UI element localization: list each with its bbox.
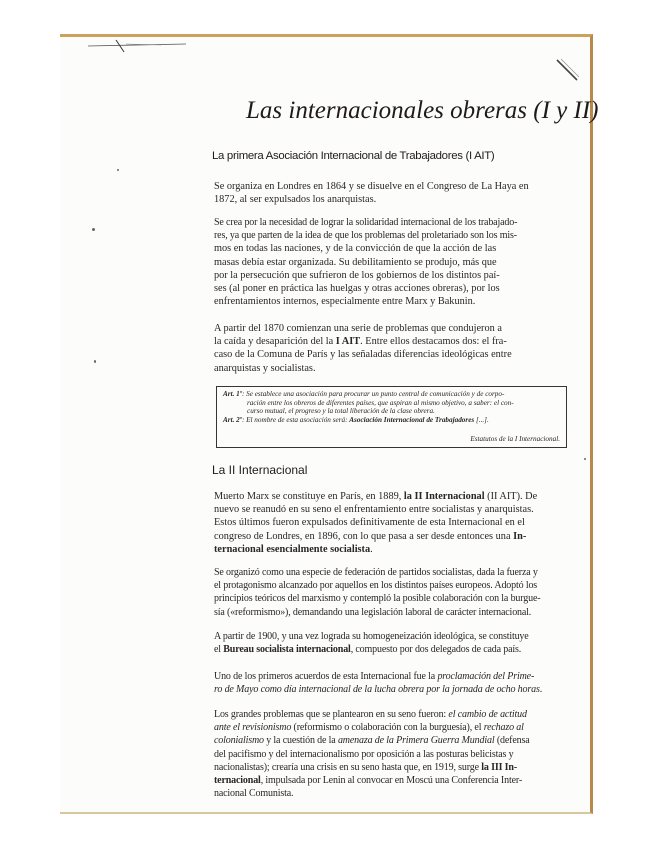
text-run: . — [539, 684, 543, 696]
quote-source: Estatutos de la I Internacional. — [470, 435, 560, 443]
paragraph — [214, 708, 570, 800]
text-line — [214, 774, 570, 787]
text-line: sía («reformismo»), demandando una legislación laboral de carácter internacional. — [214, 606, 532, 618]
text-run: [...]. — [474, 415, 489, 424]
text-line: Se organiza en Londres en 1864 y se disuelve en el Congreso de La Haya en — [214, 181, 529, 192]
text-line — [214, 708, 570, 721]
italic-term: colonialismo — [214, 735, 264, 747]
italic-term: ante el revisionismo — [214, 722, 292, 734]
bold-term: ternacional — [214, 774, 261, 786]
text-line: principios teóricos del marxismo y contempló la posible colaboración con la burgue- — [214, 593, 541, 605]
text-run: , impulsada por Lenin al convocar en Moscú una Conferencia Inter- — [260, 774, 523, 786]
text-run: Los grandes problemas que se plantearon en su seno fueron: — [214, 709, 449, 720]
italic-term: el cambio de actitud — [448, 709, 527, 720]
text-line — [214, 530, 570, 543]
speck — [92, 228, 95, 231]
text-line: ses (al poner en práctica las huelgas y otras acciones obreras), por los — [214, 282, 500, 294]
article-1-line: ración entre los obreros de diferentes países, que aspiran al mismo objetivo, a saber: el con- — [247, 398, 514, 407]
section-heading-first-international: La primera Asociación Internacional de Trabajadores (I AIT) — [212, 150, 495, 162]
text-line: el protagonismo alcanzado por aquellos en los distintos países europeos. Adoptó los — [214, 580, 538, 592]
scan-mark-top-right — [555, 58, 581, 84]
paragraph — [214, 670, 570, 696]
text-line: anarquistas y socialistas. — [214, 362, 316, 374]
text-line — [214, 543, 570, 556]
article-label: Art. 1º — [223, 390, 242, 398]
statutes-quote-box — [216, 386, 567, 448]
text-line: nuevo se reanudó en su seno el enfrentamiento entre socialistas y anarquistas. — [214, 504, 534, 516]
page-title: Las internacionales obreras (I y II) — [246, 97, 599, 124]
text-run: Muerto Marx se constituye en París, en 1889, — [214, 491, 404, 502]
text-run: la caída y desaparición del la — [214, 336, 336, 348]
text-run: , compuesto por dos delegados de cada país. — [350, 644, 522, 656]
speck — [117, 169, 119, 171]
text-line — [214, 670, 570, 683]
text-line: del pacifismo y del internacionalismo por oposición a las posturas belicistas y — [214, 748, 514, 760]
bold-term: In- — [513, 530, 527, 542]
text-line: caso de la Comuna de París y las señaladas diferencias ideológicas entre — [214, 349, 512, 361]
bold-term: I AIT — [335, 336, 361, 348]
bold-term: Bureau socialista internacional — [223, 644, 351, 656]
paragraph — [214, 180, 570, 206]
text-line: 1872, al ser expulsados los anarquistas. — [214, 194, 377, 206]
text-line: enfrentamientos internos, especialmente entre Marx y Bakunin. — [214, 296, 476, 308]
text-run: y la cuestión de la — [263, 735, 338, 747]
text-line: masas debía estar organizada. Su debilitamiento se produjo, más que — [214, 256, 497, 268]
scan-mark-top-left — [86, 36, 196, 56]
text-line — [214, 761, 570, 774]
text-run: : Se establece una asociación para procurar un punto central de comunicación y de corpo- — [241, 390, 505, 398]
text-line — [214, 335, 570, 348]
article-1 — [223, 390, 560, 399]
text-line: nacional Comunista. — [214, 788, 294, 800]
text-line: Estos últimos fueron expulsados definitivamente de esta Internacional en el — [214, 517, 525, 529]
text-run: . Entre ellos destacamos dos: el fra- — [360, 336, 507, 348]
text-line: A partir de 1900, y una vez lograda su homogeneización ideológica, se constituye — [214, 631, 529, 642]
text-run: nacionalistas); crearía una crisis en su seno hasta que, en 1919, surge — [214, 761, 482, 773]
bold-term: ternacional esencialmente socialista — [214, 543, 371, 555]
text-line — [214, 721, 570, 734]
paragraph — [214, 322, 570, 375]
text-line: A partir del 1870 comienzan una serie de problemas que condujeron a — [214, 323, 502, 334]
text-line — [214, 734, 570, 747]
paragraph — [214, 630, 570, 656]
text-line: Se crea por la necesidad de lograr la solidaridad internacional de los trabajado- — [214, 217, 518, 228]
speck — [584, 458, 586, 460]
text-run: (defensa — [494, 735, 530, 747]
text-line — [214, 490, 570, 503]
text-run: (II AIT). De — [484, 491, 538, 502]
text-line: Se organizó como una especie de federación de partidos socialistas, dada la fuerza y — [214, 567, 538, 578]
bold-term: la III In- — [481, 761, 518, 773]
paragraph — [214, 216, 570, 308]
text-line — [214, 643, 570, 656]
text-run: Uno de los primeros acuerdos de esta Internacional fue la — [214, 671, 438, 682]
italic-term: amenaza de la Primera Guerra Mundial — [337, 735, 495, 747]
paragraph — [214, 566, 570, 619]
article-2 — [223, 416, 560, 425]
paragraph — [214, 490, 570, 556]
text-run: : El nombre de esta asociación será: — [241, 415, 350, 424]
speck — [94, 360, 96, 363]
italic-term: rechazo al — [483, 722, 524, 734]
text-line: res, ya que parten de la idea de que los problemas del proletariado son los mis- — [214, 230, 517, 242]
text-run: congreso de Londres, en 1896, con lo que pasa a ser desde entonces una — [214, 530, 514, 542]
article-1-line: curso mutual, el progreso y la total liberación de la clase obrera. — [247, 407, 435, 416]
bold-term: la II Internacional — [403, 491, 485, 502]
bold-term: Asociación Internacional de Trabajadores — [349, 415, 475, 424]
text-run: . — [370, 543, 373, 555]
section-heading-second-international: La II Internacional — [212, 463, 308, 477]
text-line: por la persecución que sufrieron de los gobiernos de los distintos paí- — [214, 269, 500, 281]
article-label: Art. 2º — [223, 415, 242, 424]
text-run: el — [214, 644, 224, 656]
italic-term: ro de Mayo como día internacional de la lucha obrera por la jornada de ocho horas — [214, 684, 540, 696]
text-line — [214, 683, 570, 696]
text-run: (reformismo o colaboración con la burguesía), el — [291, 722, 484, 734]
italic-term: proclamación del Prime- — [437, 671, 535, 682]
text-line: mos en todas las naciones, y de la convicción de que la acción de las — [214, 243, 497, 255]
